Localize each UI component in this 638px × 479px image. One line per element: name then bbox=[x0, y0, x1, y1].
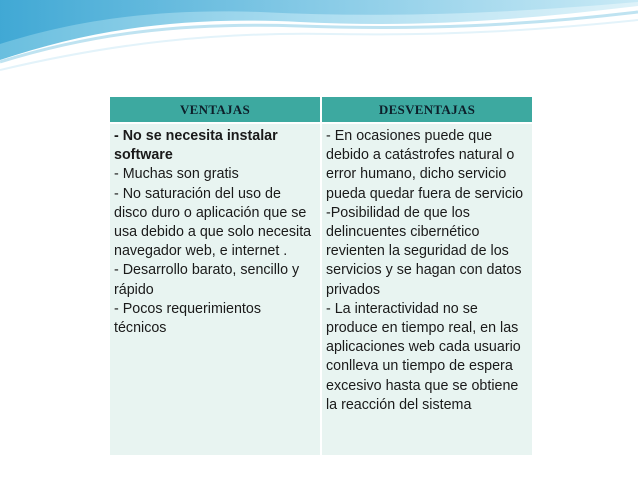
desventajas-cell bbox=[321, 123, 532, 455]
ventajas-cell bbox=[110, 123, 321, 455]
decorative-wave-header bbox=[0, 0, 638, 80]
desventajas-text: - En ocasiones puede que debido a catástrofes natural o error humano, dicho servicio pueda quedar fuera de servicio -Posibilidad de que los delincuentes cibernético revienten la seguridad de los servicios y se hagan con datos privados - La interactividad no se produce en tiempo real, en las aplicaciones web cada usuario conlleva un tiempo de espera excesivo hasta que se obtiene la reacción del sistema bbox=[326, 128, 524, 413]
table-header-row bbox=[110, 97, 532, 123]
header-ventajas: VENTAJAS bbox=[110, 97, 321, 123]
header-desventajas: DESVENTAJAS bbox=[321, 97, 532, 123]
ventajas-bold-line: - No se necesita instalar software bbox=[114, 128, 282, 164]
comparison-table bbox=[110, 97, 532, 455]
table-row bbox=[110, 123, 532, 455]
ventajas-text: - Muchas son gratis - No saturación del uso de disco duro o aplicación que se usa debido a que solo necesita navegador web, e internet . - Desarrollo barato, sencillo y rápido - Pocos requerimientos técnicos bbox=[114, 166, 312, 337]
